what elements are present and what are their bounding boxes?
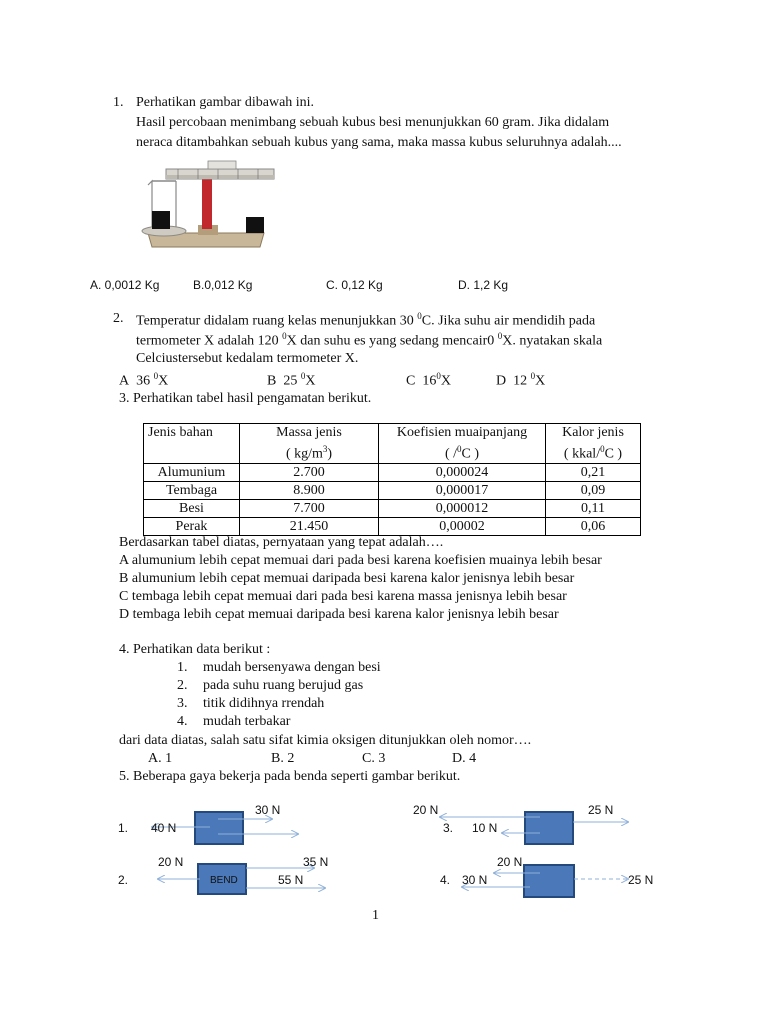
degree-sup: 0: [530, 371, 536, 381]
cell-expansion: 0,00002: [379, 517, 546, 535]
table-row: [144, 481, 641, 499]
balance-scale-image: [138, 155, 278, 255]
degree-sup: 0: [436, 371, 441, 381]
diagram-1-top-force: 30 N: [255, 803, 281, 817]
cell-density: 21.450: [240, 517, 379, 535]
option-value: 12: [513, 373, 531, 389]
diagram-4-top-force: 20 N: [497, 855, 523, 869]
q4-item-text: mudah terbakar: [203, 714, 291, 729]
diagram-2-top-left-force: 20 N: [158, 855, 184, 869]
header-specific-heat: [546, 424, 641, 464]
q4-item-number: 3.: [177, 696, 188, 711]
cell-material: Alumunium: [144, 463, 240, 481]
header-material: [144, 424, 240, 464]
q2-line2-text-c: X. nyatakan skala: [502, 333, 603, 349]
cell-heat: 0,11: [546, 499, 641, 517]
cell-density: 7.700: [240, 499, 379, 517]
q1-number: 1.: [113, 95, 124, 110]
q5-intro: 5. Beberapa gaya bekerja pada benda seperti gambar berikut.: [119, 769, 461, 784]
header-text: Massa jenis: [276, 425, 342, 440]
option-letter: D: [496, 373, 507, 389]
table-row: [144, 499, 641, 517]
cell-density: 8.900: [240, 481, 379, 499]
header-text: Kalor jenis: [562, 425, 624, 440]
header-sup: 0: [457, 444, 462, 454]
cell-heat: 0,21: [546, 463, 641, 481]
cell-material: Tembaga: [144, 481, 240, 499]
option-letter: A: [119, 373, 130, 389]
q2-line3: Celciustersebut kedalam termometer X.: [136, 351, 359, 366]
diagram-3-top-left-force: 20 N: [413, 803, 439, 817]
page-number: 1: [372, 908, 379, 923]
q4-item-number: 1.: [177, 660, 188, 675]
q2-line2-text-a: termometer X adalah 120: [136, 333, 283, 349]
diagram-4-number: 4.: [440, 873, 451, 887]
diagram-1-left-force: 40 N: [151, 821, 177, 835]
diagram-1-number: 1.: [118, 821, 129, 835]
q2-option-d: [496, 371, 545, 390]
header-sup: 0: [600, 444, 605, 454]
object-box: [524, 865, 574, 897]
diagram-3-top-right-force: 25 N: [588, 803, 614, 817]
q2-option-b: [267, 371, 315, 390]
degree-sup: 0: [497, 331, 503, 341]
q1-option-a: A. 0,0012 Kg: [90, 278, 160, 292]
q2-option-c: [406, 371, 451, 390]
pillar: [202, 177, 212, 229]
q1-option-d: D. 1,2 Kg: [458, 278, 509, 292]
q4-item-text: titik didihnya rrendah: [203, 696, 325, 711]
q2-line1-text-b: C. Jika suhu air mendidih pada: [421, 313, 596, 329]
header-unit-text: ( /: [444, 446, 458, 462]
q4-item-number: 4.: [177, 714, 188, 729]
option-value: 16: [422, 373, 437, 389]
q2-line1-text: Temperatur didalam ruang kelas menunjukkan 30: [136, 313, 418, 329]
diagram-2-top-right-force: 35 N: [303, 855, 329, 869]
diagram-3-left-force: 10 N: [472, 821, 498, 835]
header-unit-text: C ): [461, 446, 480, 462]
q3-option-d: D tembaga lebih cepat memuai daripada besi karena kalor jenisnya lebih besar: [119, 607, 559, 622]
q4-item-text: mudah bersenyawa dengan besi: [203, 660, 381, 675]
header-unit: [550, 441, 636, 463]
q4-intro: 4. Perhatikan data berikut :: [119, 642, 271, 657]
degree-sup: 0: [282, 331, 287, 341]
degree-sup: 0: [417, 311, 422, 321]
option-unit: X: [158, 373, 169, 389]
q3-option-b: B alumunium lebih cepat memuai daripada besi karena kalor jenisnya lebih besar: [119, 571, 575, 586]
table-header-row: [144, 424, 641, 464]
cell-expansion: 0,000024: [379, 463, 546, 481]
q2-number: 2.: [113, 311, 124, 326]
observation-table: [143, 423, 641, 536]
q4-option-c: C. 3: [362, 751, 386, 766]
header-unit-text: C ): [604, 446, 623, 462]
header-sup: 3: [322, 444, 328, 454]
q4-question: dari data diatas, salah satu sifat kimia oksigen ditunjukkan oleh nomor….: [119, 733, 532, 748]
q4-option-a: A. 1: [148, 751, 173, 766]
header-text: Koefisien muaipanjang: [396, 425, 528, 440]
diagram-2-right-force: 55 N: [278, 873, 304, 887]
cell-density: 2.700: [240, 463, 379, 481]
option-letter: B: [267, 373, 277, 389]
option-unit: X: [440, 373, 451, 389]
diagram-2-number: 2.: [118, 873, 129, 887]
q3-question: Berdasarkan tabel diatas, pernyataan yang tepat adalah….: [119, 535, 444, 550]
q3-option-c: C tembaga lebih cepat memuai dari pada besi karena massa jenisnya lebih besar: [119, 589, 567, 604]
q4-option-b: B. 2: [271, 751, 295, 766]
q1-line2: Hasil percobaan menimbang sebuah kubus besi menunjukkan 60 gram. Jika didalam: [136, 115, 610, 130]
header-unit: [244, 441, 374, 463]
diagram-2-box-label: BEND: [210, 875, 238, 886]
q2-line2: [136, 331, 602, 350]
cell-heat: 0,06: [546, 517, 641, 535]
cell-expansion: 0,000012: [379, 499, 546, 517]
cell-material: Perak: [144, 517, 240, 535]
degree-sup: 0: [153, 371, 159, 381]
header-unit: [383, 441, 541, 463]
header-unit-text: ): [327, 446, 333, 462]
q1-option-b: B.0,012 Kg: [193, 278, 253, 292]
q2-line1: [136, 311, 595, 330]
q1-line1: Perhatikan gambar dibawah ini.: [136, 95, 315, 110]
force-diagrams: [100, 795, 660, 905]
q3-intro: 3. Perhatikan tabel hasil pengamatan berikut.: [119, 391, 372, 406]
diagram-3-number: 3.: [443, 821, 454, 835]
q4-item-text: pada suhu ruang berujud gas: [203, 678, 364, 693]
header-unit-text: ( kg/m: [285, 446, 323, 462]
q1-line3: neraca ditambahkan sebuah kubus yang sama, maka massa kubus seluruhnya adalah....: [136, 135, 622, 150]
table-row: [144, 517, 641, 535]
q4-option-d: D. 4: [452, 751, 477, 766]
option-letter: C: [406, 373, 416, 389]
table-row: [144, 463, 641, 481]
q2-option-a: [119, 371, 168, 390]
q2-line2-text-b: X dan suhu es yang sedang mencair0: [286, 333, 498, 349]
cell-expansion: 0,000017: [379, 481, 546, 499]
q1-option-c: C. 0,12 Kg: [326, 278, 383, 292]
diagram-4-right-force: 25 N: [628, 873, 654, 887]
degree-sup: 0: [300, 371, 306, 381]
iron-cube-right: [246, 217, 264, 233]
q3-option-a: A alumunium lebih cepat memuai dari pada besi karena koefisien muainya lebih besar: [119, 553, 602, 568]
diagram-4-left-force: 30 N: [462, 873, 488, 887]
header-unit-text: ( kkal/: [563, 446, 601, 462]
header-text: Jenis bahan: [148, 425, 213, 440]
option-value: 25: [283, 373, 301, 389]
iron-cube-left: [152, 211, 170, 229]
header-density: [240, 424, 379, 464]
q4-item-number: 2.: [177, 678, 188, 693]
option-unit: X: [535, 373, 546, 389]
cell-heat: 0,09: [546, 481, 641, 499]
header-expansion: [379, 424, 546, 464]
option-unit: X: [305, 373, 316, 389]
option-value: 36: [136, 373, 154, 389]
cell-material: Besi: [144, 499, 240, 517]
object-box: [195, 812, 243, 844]
